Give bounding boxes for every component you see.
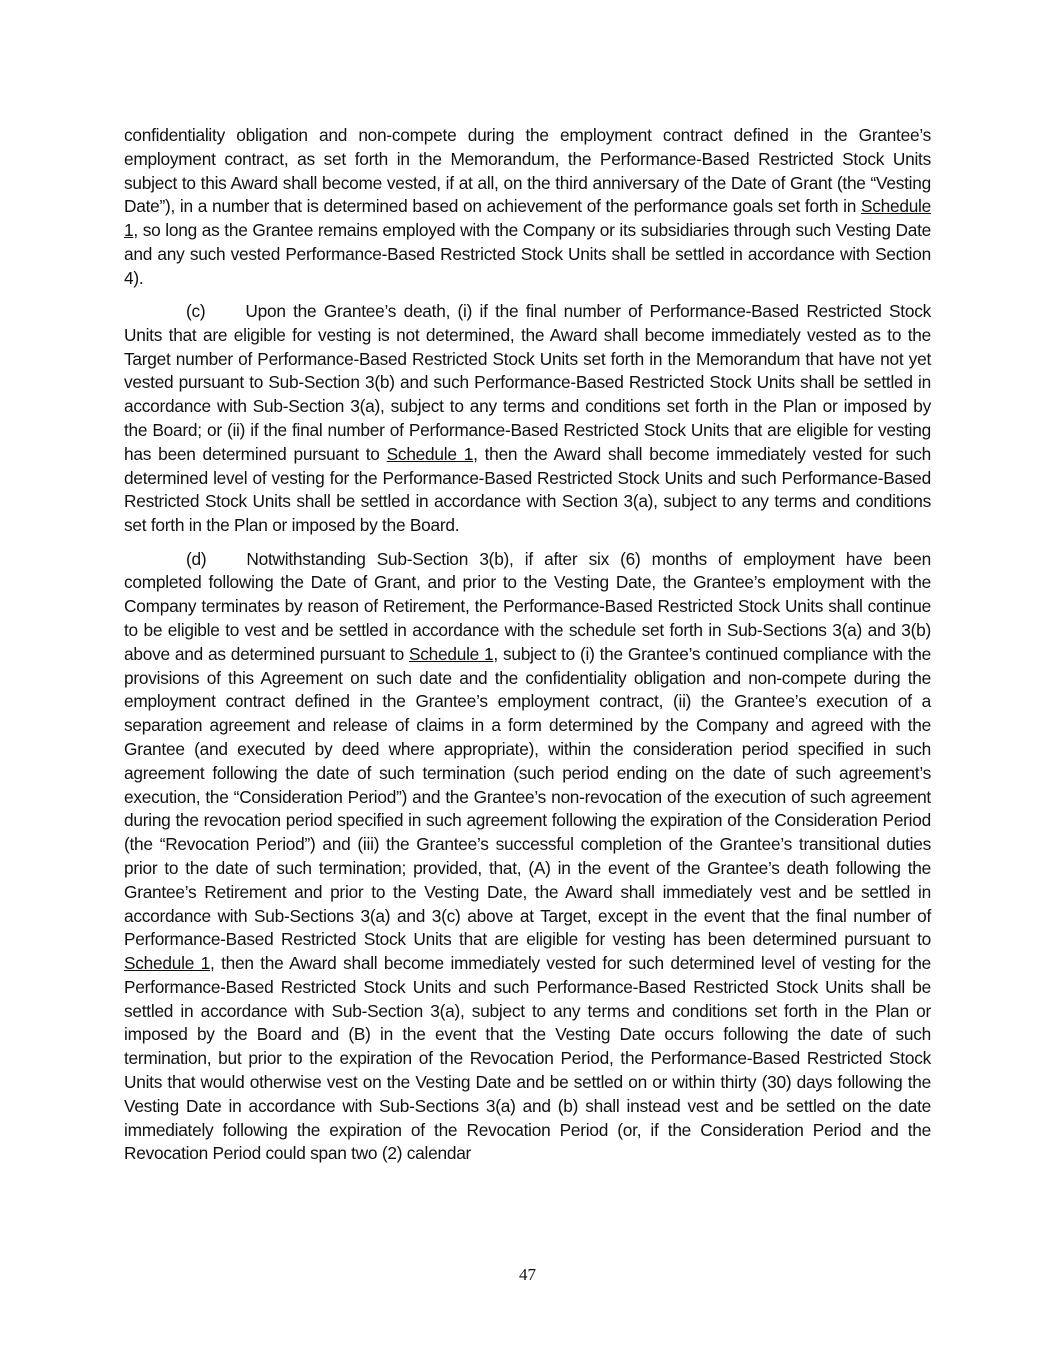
paragraph-d	[124, 548, 931, 1167]
paragraph-text: , so long as the Grantee remains employed with the Company or its subsidiaries through such Vesting Date and any such vested Performance-Based Restricted Stock Units shall be settled in accordance with Section 4).	[124, 220, 931, 288]
paragraph-label: (c)	[186, 301, 206, 322]
paragraph-c	[124, 300, 931, 538]
schedule-reference: Schedule 1	[124, 953, 210, 974]
paragraph-text: Notwithstanding Sub-Section 3(b), if after six (6) months of employment have been completed following the Date of Grant, and prior to the Vesting Date, the Grantee’s employment with the Company terminates by reason of Retirement, the Performance-Based Restricted Stock Units shall continue to be eligible to vest and be settled in accordance with the schedule set forth in Sub-Sections 3(a) and 3(b) above and as determined pursuant to	[124, 548, 931, 664]
document-body	[124, 124, 931, 1176]
schedule-reference: Schedule 1	[408, 643, 494, 664]
paragraph-text: , subject to (i) the Grantee’s continued compliance with the provisions of this Agreement on such date and the confidentiality obligation and non-compete during the employment contract defined in the Grantee’s employment contract, (ii) the Grantee’s execution of a separation agreement and release of claims in a form determined by the Company and agreed with the Grantee (and executed by deed where appropriate), within the consideration period specified in such agreement following the date of such termination (such period ending on the date of such agreement’s execution, the “Consideration Period”) and the Grantee’s non-revocation of the execution of such agreement during the revocation period specified in such agreement following the expiration of the Consideration Period (the “Revocation Period”) and (iii) the Grantee’s successful completion of the Grantee’s transitional duties prior to the date of such termination; provided, that, (A) in the event of the Grantee’s death following the Grantee’s Retirement and prior to the Vesting Date, the Award shall immediately vest and be settled in accordance with Sub-Sections 3(a) and 3(c) above at Target, except in the event that the final number of Performance-Based Restricted Stock Units that are eligible for vesting has been determined pursuant to	[124, 643, 931, 950]
paragraph-continuation	[124, 124, 931, 291]
paragraph-text: , then the Award shall become immediately vested for such determined level of vesting for the Performance-Based Restricted Stock Units and such Performance-Based Restricted Stock Units shall be settled in accordance with Sub-Section 3(a), subject to any terms and conditions set forth in the Plan or imposed by the Board and (B) in the event that the Vesting Date occurs following the date of such termination, but prior to the expiration of the Revocation Period, the Performance-Based Restricted Stock Units that would otherwise vest on the Vesting Date and be settled on or within thirty (30) days following the Vesting Date in accordance with Sub-Sections 3(a) and (b) shall instead vest and be settled on the date immediately following the expiration of the Revocation Period (or, if the Consideration Period and the Revocation Period could span two (2) calendar	[124, 953, 931, 1164]
paragraph-text: , then the Award shall become immediately vested for such determined level of vesting for the Performance-Based Restricted Stock Units and such Performance-Based Restricted Stock Units shall be settled in accordance with Section 3(a), subject to any terms and conditions set forth in the Plan or imposed by the Board.	[124, 443, 931, 536]
paragraph-text: confidentiality obligation and non-compete during the employment contract defined in the Grantee’s employment contract, as set forth in the Memorandum, the Performance-Based Restricted Stock Units subject to this Award shall become vested, if at all, on the third anniversary of the Date of Grant (the “Vesting Date”), in a number that is determined based on achievement of the performance goals set forth in	[124, 125, 931, 217]
page-number: 47	[519, 1265, 536, 1284]
schedule-reference: Schedule 1	[386, 443, 474, 464]
schedule-reference: Schedule 1	[124, 196, 931, 241]
paragraph-label: (d)	[186, 548, 207, 569]
paragraph-text: Upon the Grantee’s death, (i) if the final number of Performance-Based Restricted Stock Units that are eligible for vesting is not determined, the Award shall become immediately vested as to the Target number of Performance-Based Restricted Stock Units set forth in the Memorandum that have not yet vested pursuant to Sub-Section 3(b) and such Performance-Based Restricted Stock Units shall be settled in accordance with Sub-Section 3(a), subject to any terms and conditions set forth in the Plan or imposed by the Board; or (ii) if the final number of Performance-Based Restricted Stock Units that are eligible for vesting has been determined pursuant to	[124, 301, 931, 464]
